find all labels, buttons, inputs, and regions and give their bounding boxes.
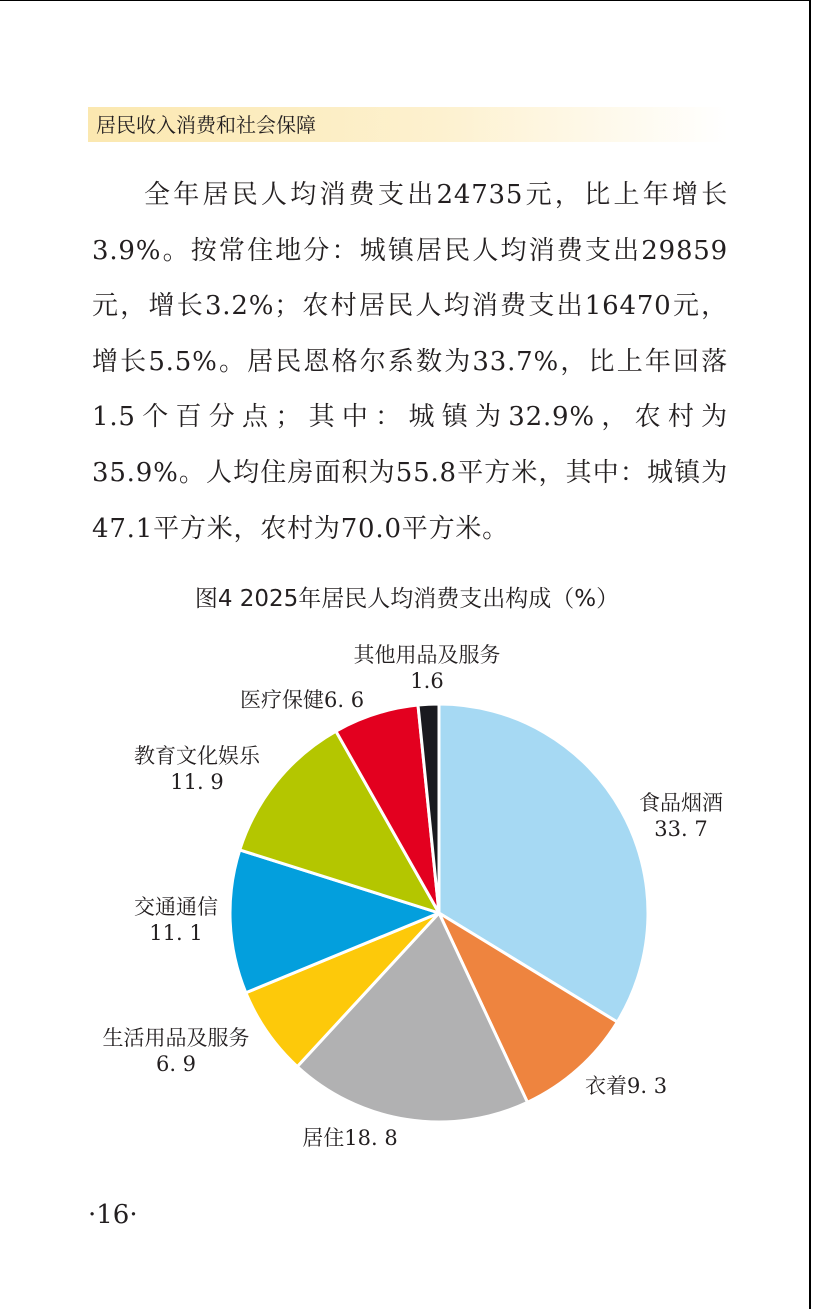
slice-name: 居住: [302, 1126, 345, 1150]
slice-label: 生活用品及服务: [102, 1026, 250, 1050]
slice-label: 食品烟酒: [639, 791, 723, 815]
slice-value-label: 9. 3: [627, 1074, 668, 1098]
slice-value-label: 6. 6: [324, 688, 365, 712]
slice-value-label: 11. 9: [170, 770, 224, 794]
figure-title: 图4 2025年居民人均消费支出构成（%）: [194, 586, 620, 612]
slice-name: 医疗保健: [240, 688, 324, 712]
section-title: 居民收入消费和社会保障: [96, 113, 316, 137]
slice-name: 衣着: [585, 1074, 627, 1098]
slice-label: 教育文化娱乐: [134, 744, 260, 768]
slice-label: [585, 1074, 667, 1098]
body-paragraph: 全年居民人均消费支出24735元，比上年增长3.9%。按常住地分：城镇居民人均消费支出29859元，增长3.2%；农村居民人均消费支出16470元，增长5.5%。居民恩格尔系数为33.7%，比上年回落1.5个百分点；其中：城镇为32.9%，农村为35.9%。人均住房面积为55.8平方米，其中：城镇为47.1平方米，农村为70.0平方米。: [92, 180, 728, 544]
slice-value-label: 6. 9: [155, 1052, 197, 1076]
slice-label: 其他用品及服务: [353, 643, 501, 667]
slice-value-label: 18. 8: [344, 1126, 398, 1150]
slice-label: 交通通信: [134, 895, 218, 919]
slice-value-label: 33. 7: [654, 817, 708, 841]
slice-value-label: 1.6: [410, 669, 444, 693]
slice-label: [240, 688, 364, 712]
page-number: ·16·: [88, 1200, 138, 1230]
pie-chart: [0, 620, 814, 1180]
slice-label: [302, 1126, 397, 1150]
slice-value-label: 11. 1: [149, 921, 203, 945]
